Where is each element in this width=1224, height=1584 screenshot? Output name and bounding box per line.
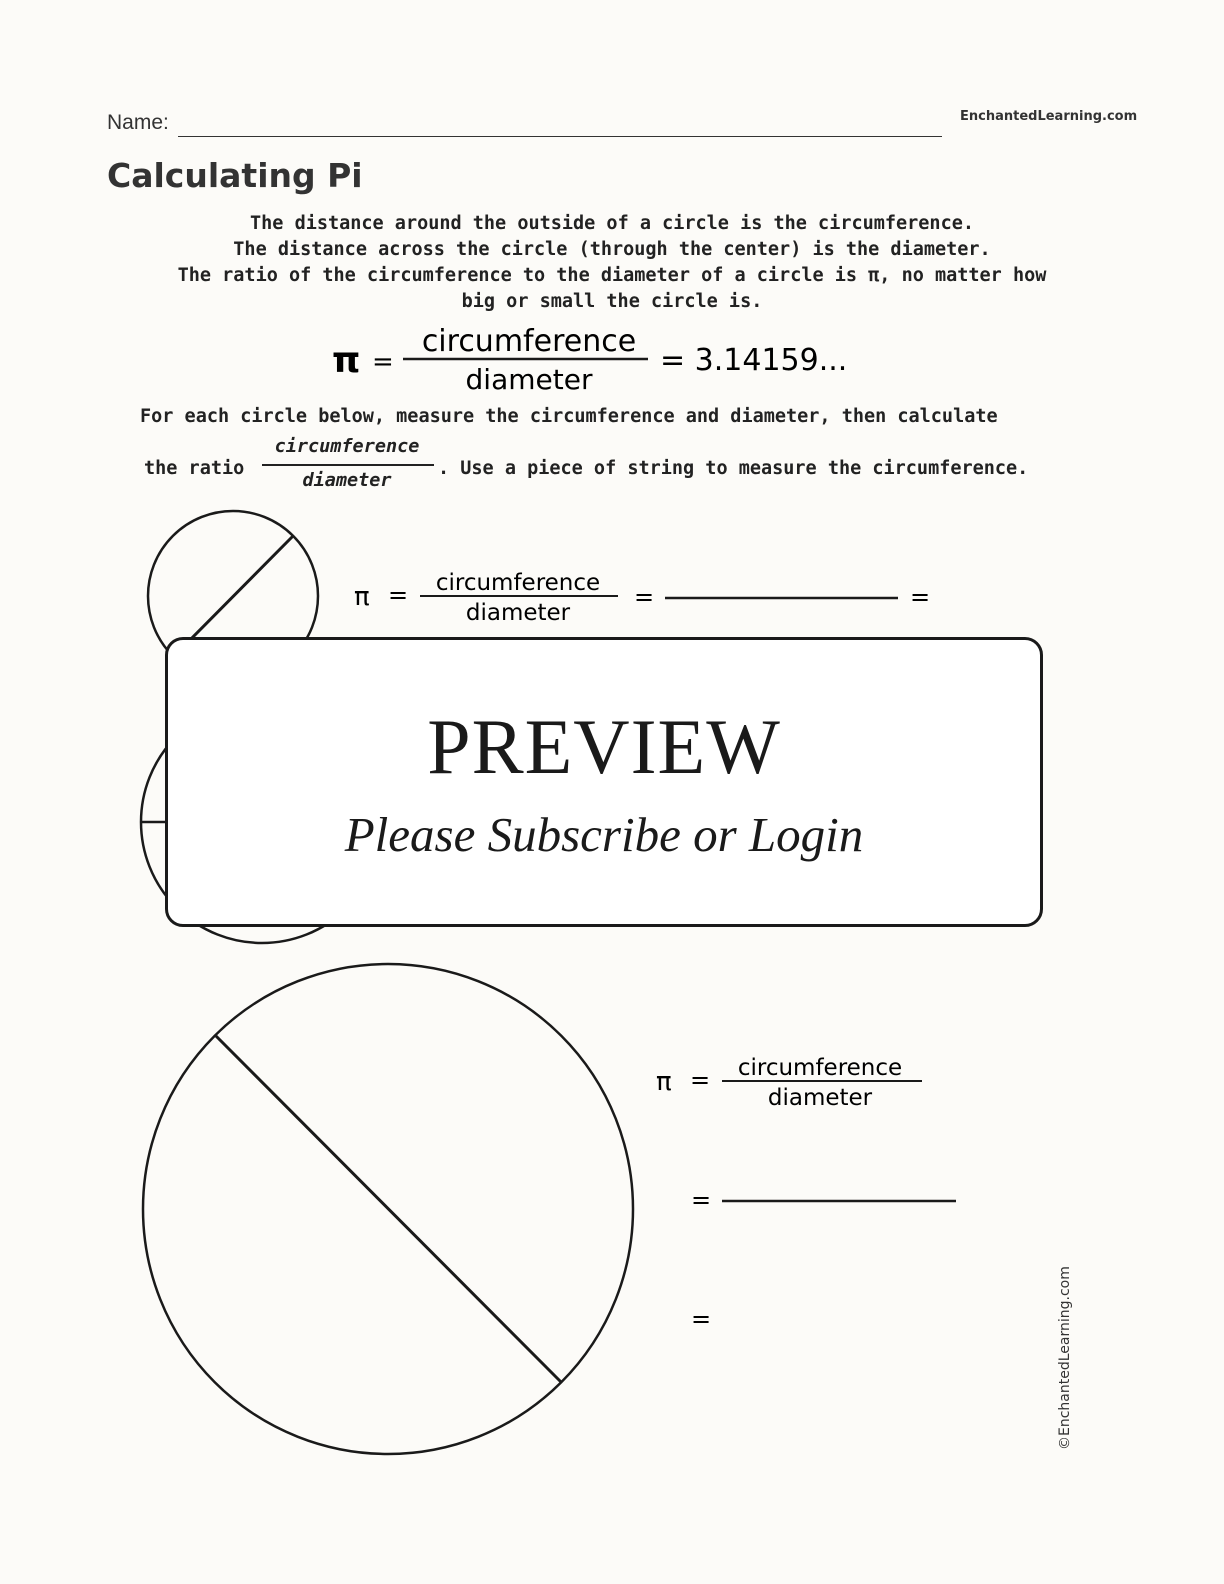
preview-overlay[interactable] bbox=[165, 637, 1043, 927]
instructions-frac-denominator: diameter bbox=[302, 470, 392, 491]
formula-numerator: circumference bbox=[737, 1055, 903, 1081]
formula-equals: = bbox=[690, 1066, 711, 1094]
instructions-line-2: . Use a piece of string to measure the circumference. bbox=[438, 458, 1029, 479]
formula-equals: = bbox=[372, 347, 394, 377]
formula-denominator: diameter bbox=[767, 1085, 873, 1111]
brand-logo: EnchantedLearning.com bbox=[960, 109, 1138, 124]
formula-equals: = bbox=[634, 583, 655, 611]
large-circle-figure bbox=[135, 958, 645, 1463]
name-line bbox=[178, 136, 942, 137]
formula-denominator: diameter bbox=[465, 600, 571, 626]
pi-symbol: π bbox=[656, 1067, 672, 1097]
formula-denominator: diameter bbox=[465, 363, 593, 396]
pi-symbol: π bbox=[332, 340, 361, 381]
formula-numerator: circumference bbox=[421, 326, 637, 359]
instructions-frac-bar bbox=[262, 464, 434, 466]
formula-equals: = bbox=[691, 1305, 712, 1333]
instructions-frac-numerator: circumference bbox=[274, 436, 420, 457]
large-circle-diameter bbox=[216, 1036, 561, 1382]
intro-line: The distance across the circle (through the center) is the diameter. bbox=[233, 239, 991, 260]
intro-text bbox=[130, 211, 1094, 315]
preview-title: PREVIEW bbox=[427, 703, 781, 790]
name-label: Name: bbox=[107, 111, 169, 134]
exercise-3-formula bbox=[650, 1050, 970, 1340]
formula-equals: = bbox=[691, 1186, 712, 1214]
intro-line: The distance around the outside of a circle is the circumference. bbox=[250, 213, 974, 234]
intro-line: The ratio of the circumference to the diameter of a circle is π, no matter how bbox=[177, 265, 1047, 286]
formula-equals: = bbox=[388, 581, 409, 609]
copyright-notice: ©EnchantedLearning.com bbox=[1057, 1266, 1073, 1450]
formula-result: = 3.14159... bbox=[660, 343, 848, 378]
instructions-line-1: For each circle below, measure the circumference and diameter, then calculate bbox=[140, 406, 998, 427]
page-title: Calculating Pi bbox=[107, 156, 363, 195]
instructions-ratio-label: the ratio bbox=[144, 458, 245, 479]
exercise-1-formula bbox=[350, 565, 950, 635]
small-circle-diameter bbox=[185, 536, 293, 645]
formula-equals: = bbox=[910, 583, 931, 611]
subscribe-login-prompt[interactable]: Please Subscribe or Login bbox=[344, 807, 864, 862]
formula-numerator: circumference bbox=[435, 570, 601, 596]
intro-line: big or small the circle is. bbox=[461, 291, 763, 312]
pi-symbol: π bbox=[354, 582, 370, 612]
main-formula bbox=[330, 326, 890, 396]
